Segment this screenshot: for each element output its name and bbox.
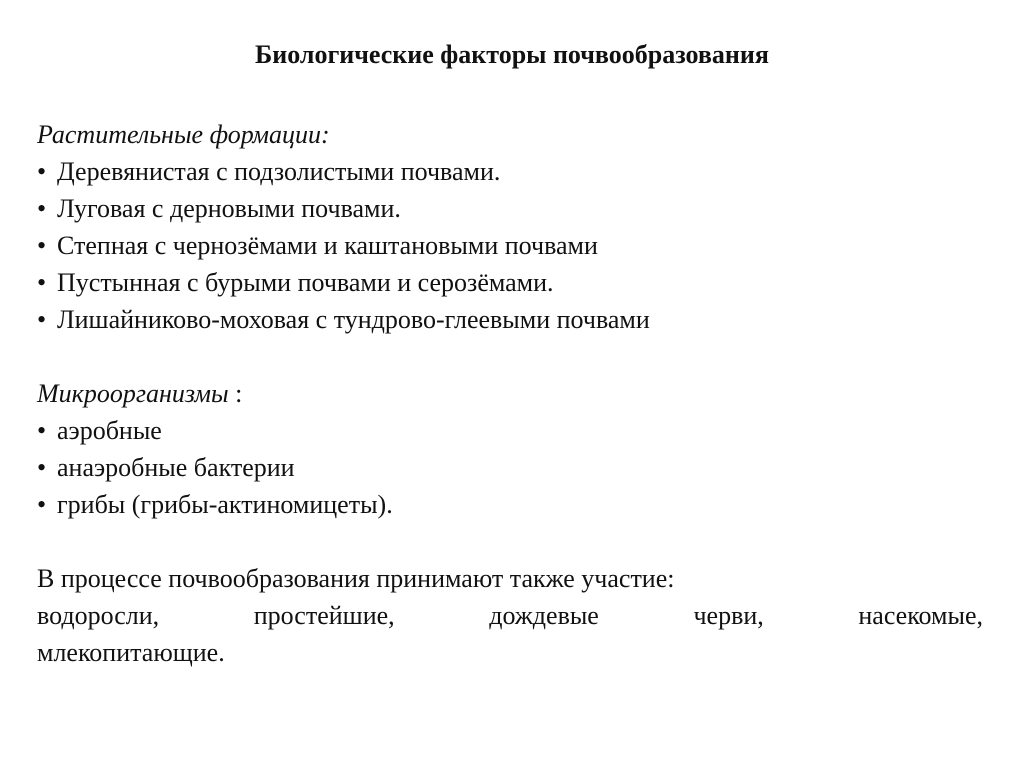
list-item [37,486,983,523]
participation-final-line: млекопитающие. [37,638,225,667]
vegetation-list [37,153,983,338]
bullet-icon: • [37,194,47,223]
organism-word: простейшие, [253,601,395,630]
list-item [37,264,983,301]
bullet-icon: • [37,305,47,334]
bullet-icon: • [37,157,47,186]
list-item [37,190,983,227]
list-item [37,153,983,190]
spacer [37,523,983,560]
slide-title: Биологические факторы почвообразования [255,40,769,69]
vegetation-heading [37,116,983,153]
list-item-text: анаэробные бактерии [57,453,295,482]
bullet-icon: • [37,490,47,519]
microorganisms-heading [37,375,983,412]
bullet-icon: • [37,416,47,445]
list-item-text: аэробные [57,416,162,445]
bullet-icon: • [37,453,47,482]
list-item [37,227,983,264]
participation-intro: В процессе почвообразования принимают также участие: [37,564,675,593]
participation-organisms-line [37,597,983,634]
vegetation-heading-text: Растительные формации: [37,120,330,149]
list-item-text: Луговая с дерновыми почвами. [57,194,401,223]
list-item-text: Пустынная с бурыми почвами и серозёмами. [57,268,554,297]
list-item-text: Деревянистая с подзолистыми почвами. [57,157,501,186]
list-item [37,301,983,338]
organism-word: дождевые [489,601,599,630]
bullet-icon: • [37,231,47,260]
bullet-icon: • [37,268,47,297]
organism-word: черви, [693,601,764,630]
microorganisms-heading-suffix: : [228,379,243,408]
list-item [37,449,983,486]
spacer [37,338,983,375]
microorganisms-list [37,412,983,523]
slide-content [37,116,983,671]
list-item-text: Степная с чернозёмами и каштановыми почвами [57,231,598,260]
list-item-text: грибы (грибы-актиномицеты). [57,490,393,519]
list-item [37,412,983,449]
microorganisms-heading-text: Микроорганизмы [37,379,229,408]
list-item-text: Лишайниково-моховая с тундрово-глеевыми почвами [57,305,650,334]
organism-word: насекомые, [858,601,983,630]
organism-word: водоросли, [37,601,160,630]
